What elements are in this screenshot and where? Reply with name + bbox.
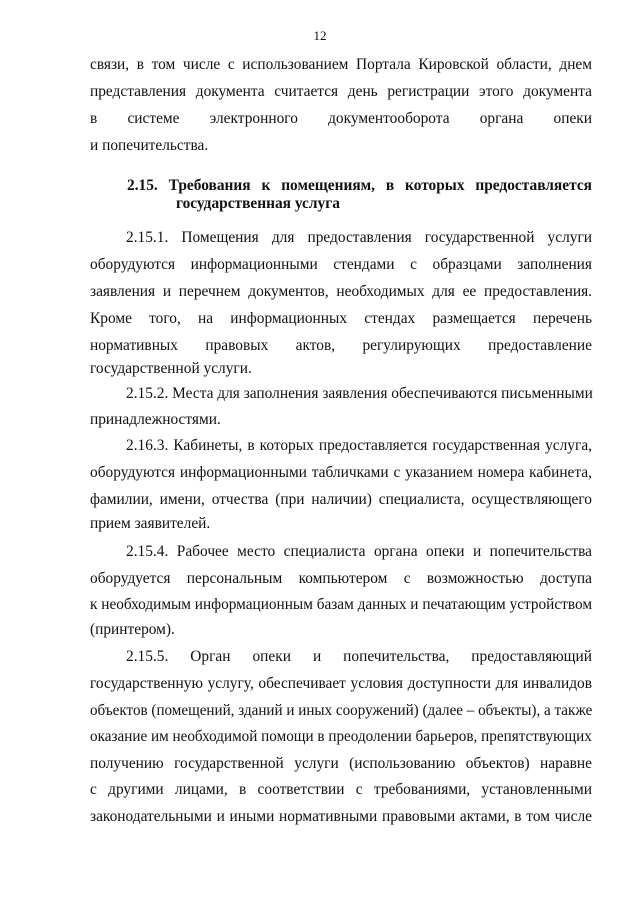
text-line: представления документа считается день регистрации этого документа bbox=[90, 83, 592, 100]
text-line: государственной услуги. bbox=[90, 360, 252, 377]
text-line: в системе электронного документооборота органа опеки bbox=[90, 110, 592, 127]
text-line: оборудуется персональным компьютером с возможностью доступа bbox=[90, 570, 592, 587]
text-line: законодательными и иными нормативными правовыми актами, в том числе bbox=[90, 808, 592, 825]
paragraph-first-line: 2.15.4. Рабочее место специалиста органа опеки и попечительства bbox=[126, 543, 592, 560]
text-line: объектов (помещений, зданий и иных сооружений) (далее – объекты), а также bbox=[90, 702, 593, 719]
text-line: с другими лицами, в соответствии с требованиями, установленными bbox=[90, 781, 592, 798]
section-heading: 2.15. Требования к помещениям, в которых предоставляется bbox=[127, 177, 592, 194]
text-line: связи, в том числе с использованием Портала Кировской области, днем bbox=[90, 56, 592, 73]
text-line: оборудуются информационными стендами с образцами заполнения bbox=[90, 256, 592, 273]
text-line: прием заявителей. bbox=[90, 515, 211, 532]
page-number: 12 bbox=[313, 28, 327, 43]
text-line: получению государственной услуги (использованию объектов) наравне bbox=[90, 755, 592, 772]
text-line: (принтером). bbox=[90, 621, 175, 638]
text-line: к необходимым информационным базам данных и печатающим устройством bbox=[90, 596, 593, 613]
paragraph-first-line: 2.15.5. Орган опеки и попечительства, предоставляющий bbox=[126, 648, 592, 665]
text-line: государственную услугу, обеспечивает условия доступности для инвалидов bbox=[90, 675, 592, 692]
text-line: принадлежностями. bbox=[90, 411, 221, 428]
text-line: фамилии, имени, отчества (при наличии) специалиста, осуществляющего bbox=[90, 491, 592, 508]
text-line: и попечительства. bbox=[90, 137, 209, 154]
text-line: заявления и перечнем документов, необходимых для ее предоставления. bbox=[90, 283, 592, 300]
text-line: нормативных правовых актов, регулирующих предоставление bbox=[90, 337, 592, 354]
paragraph-first-line: 2.15.1. Помещения для предоставления государственной услуги bbox=[126, 229, 592, 246]
text-line: Кроме того, на информационных стендах размещается перечень bbox=[90, 310, 592, 327]
paragraph-first-line: 2.15.2. Места для заполнения заявления обеспечиваются письменными bbox=[126, 385, 593, 402]
text-line: оказание им необходимой помощи в преодолении барьеров, препятствующих bbox=[90, 728, 592, 745]
paragraph-first-line: 2.16.3. Кабинеты, в которых предоставляется государственная услуга, bbox=[126, 437, 592, 454]
section-heading-continuation: государственная услуга bbox=[176, 195, 340, 212]
text-line: оборудуются информационными табличками с указанием номера кабинета, bbox=[90, 464, 592, 481]
